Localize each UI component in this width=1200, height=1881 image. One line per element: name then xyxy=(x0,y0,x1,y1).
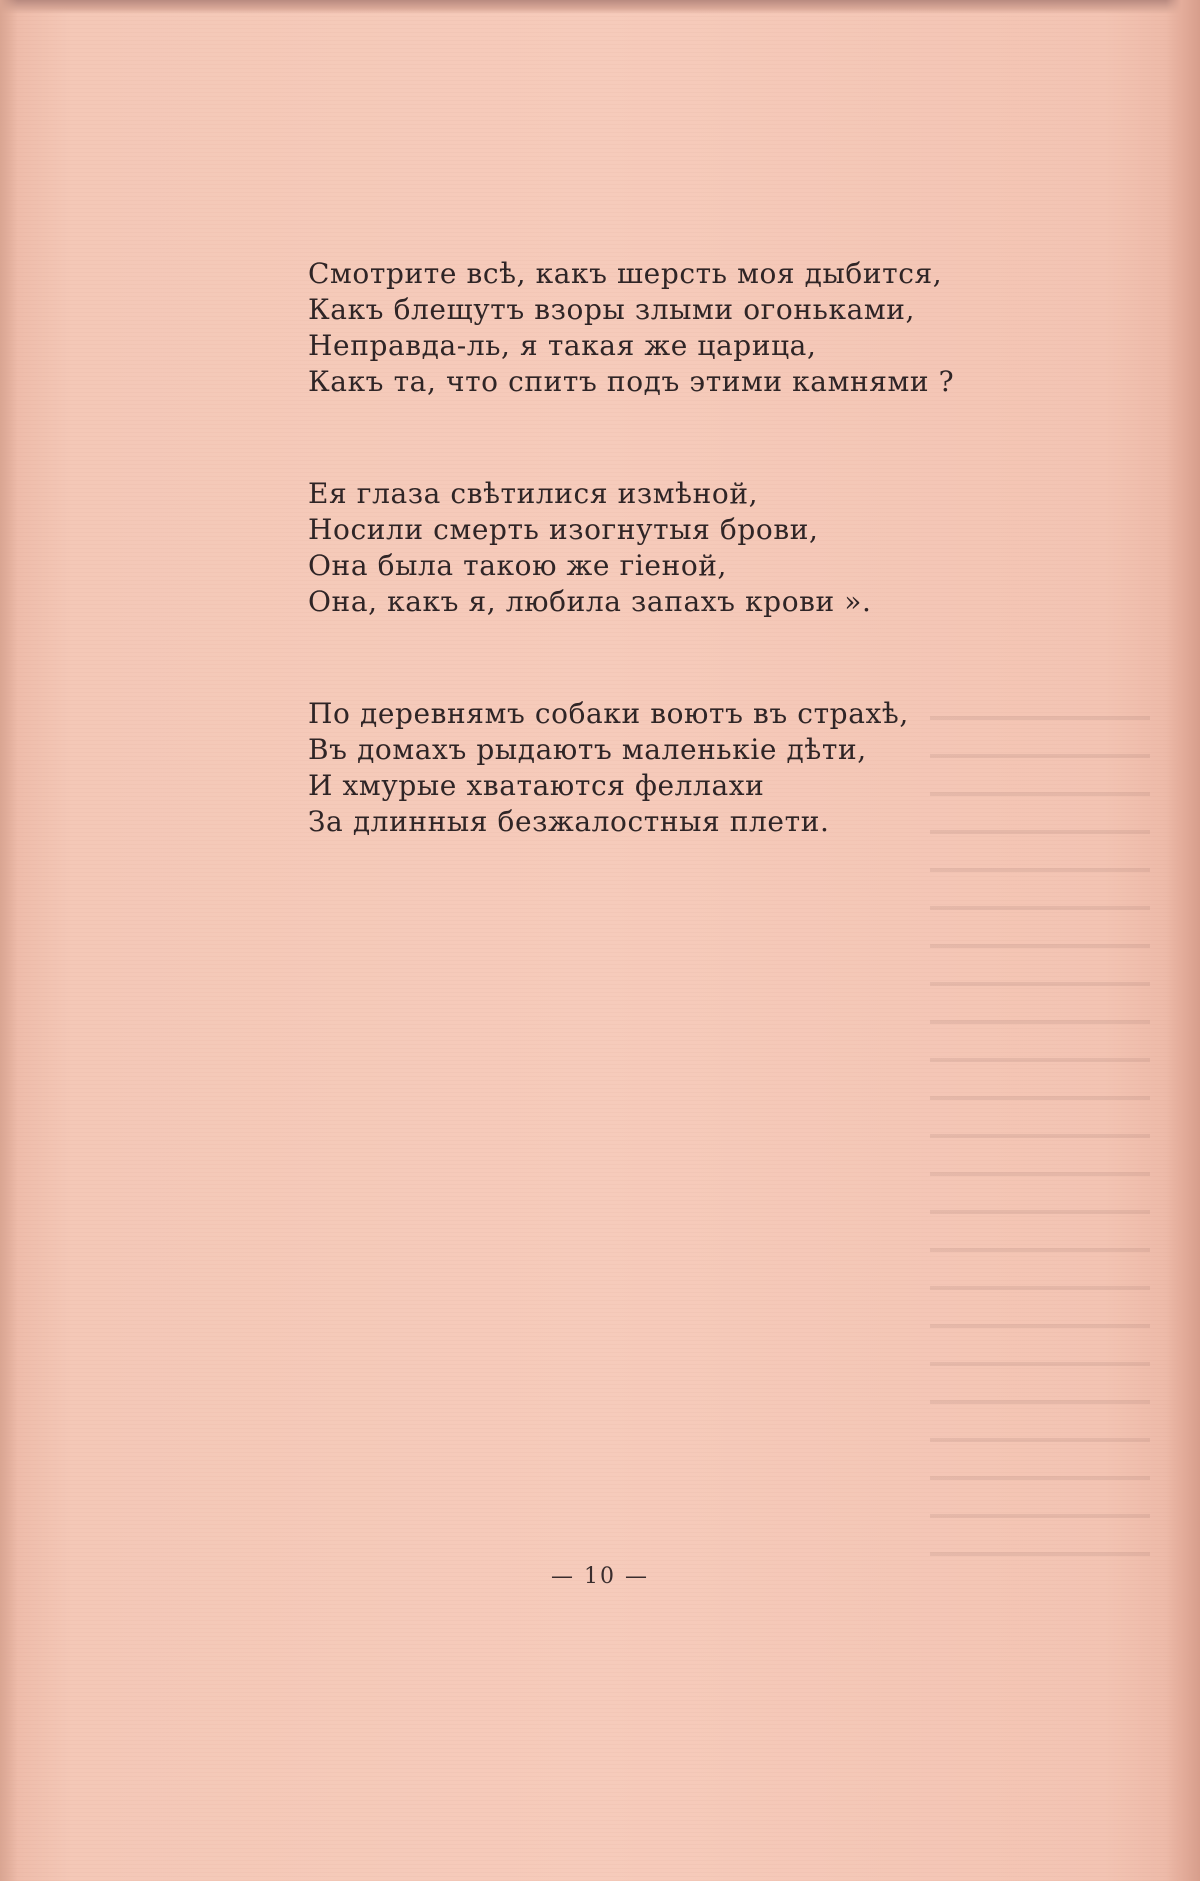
page-left-edge xyxy=(0,0,18,1881)
verse-line: Какъ блещутъ взоры злыми огоньками, xyxy=(308,293,916,326)
page-number: — 10 — xyxy=(551,1564,649,1589)
verse-line: Носили смерть изогнутыя брови, xyxy=(308,513,819,546)
verse-line: По деревнямъ собаки воютъ въ страхѣ, xyxy=(308,697,909,730)
verse-line: Она, какъ я, любила запахъ крови ». xyxy=(308,585,872,618)
poem-text xyxy=(308,256,1068,840)
stanza-3 xyxy=(308,696,1068,840)
page-top-edge xyxy=(0,0,1200,14)
verse-line: Въ домахъ рыдаютъ маленькіе дѣти, xyxy=(308,733,867,766)
stanza-2 xyxy=(308,476,1068,620)
verse-line: Смотрите всѣ, какъ шерсть моя дыбится, xyxy=(308,257,943,290)
stanza-1 xyxy=(308,256,1068,400)
verse-line: Ея глаза свѣтилися измѣной, xyxy=(308,477,759,510)
verse-line: Какъ та, что спитъ подъ этими камнями ? xyxy=(308,365,955,398)
verse-line: Неправда-ль, я такая же царица, xyxy=(308,329,817,362)
verse-line: За длинныя безжалостныя плети. xyxy=(308,805,830,838)
verse-line: Она была такою же гіеной, xyxy=(308,549,728,582)
page-right-edge xyxy=(1166,0,1200,1881)
verse-line: И хмурые хватаются феллахи xyxy=(308,769,765,802)
